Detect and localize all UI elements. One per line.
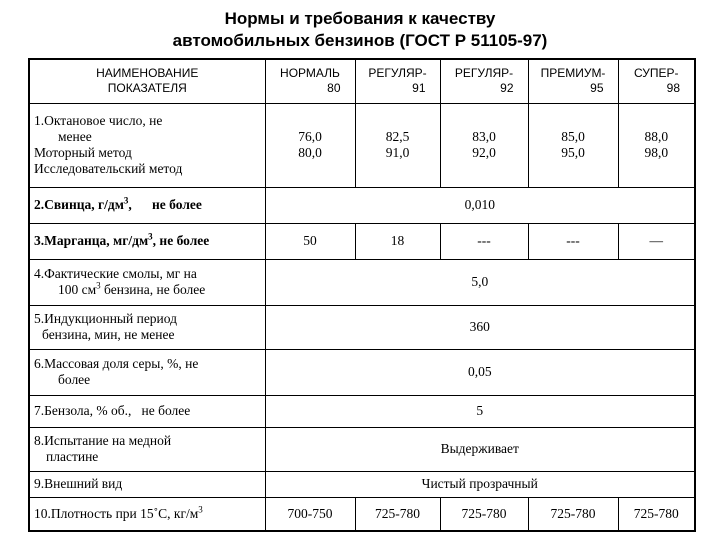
header-col-number: 92 <box>500 81 514 96</box>
row-name-induction: 5.Индукционный период бензина, мин, не менее <box>29 305 265 349</box>
header-col-premium-95 <box>528 59 618 103</box>
cell-octane-80: 76,0 80,0 <box>265 103 355 187</box>
row-name-octane <box>29 103 265 187</box>
table-row-octane <box>29 103 695 187</box>
cell-copper-value: Выдерживает <box>265 427 695 471</box>
header-col-super-98 <box>618 59 695 103</box>
cell-appearance-value: Чистый прозрачный <box>265 471 695 497</box>
cell-density-80: 700-750 <box>265 497 355 531</box>
cell-density-91: 725-780 <box>355 497 440 531</box>
table-row-copper <box>29 427 695 471</box>
table-row-induction <box>29 305 695 349</box>
row-name-copper: 8.Испытание на медной пластине <box>29 427 265 471</box>
page-title <box>0 8 720 52</box>
cell-manganese-98: — <box>618 223 695 259</box>
cell-octane-91: 82,5 91,0 <box>355 103 440 187</box>
row-name-benzene: 7.Бензола, % об., не более <box>29 395 265 427</box>
header-col-number: 98 <box>666 81 680 96</box>
cell-manganese-92: --- <box>440 223 528 259</box>
table-row-manganese <box>29 223 695 259</box>
header-col-regular-92 <box>440 59 528 103</box>
cell-resins-value: 5,0 <box>265 259 695 305</box>
header-name <box>29 59 265 103</box>
header-col-label: ПРЕМИУМ- <box>540 66 606 81</box>
row-name-line: Моторный метод <box>34 145 132 160</box>
row-name-line: 1.Октановое число, не <box>34 113 163 128</box>
header-row <box>29 59 695 103</box>
cell-octane-95: 85,0 95,0 <box>528 103 618 187</box>
header-col-number: 91 <box>412 81 426 96</box>
cell-lead-value: 0,010 <box>265 187 695 223</box>
header-name-line-1: НАИМЕНОВАНИЕ <box>96 66 199 81</box>
row-name-sulfur: 6.Массовая доля серы, %, не более <box>29 349 265 395</box>
cell-density-98: 725-780 <box>618 497 695 531</box>
row-name-appearance: 9.Внешний вид <box>29 471 265 497</box>
row-name-manganese: 3.Марганца, $мг/дм^3$, не более <box>29 223 265 259</box>
header-col-label: НОРМАЛЬ <box>280 66 340 81</box>
cell-density-95: 725-780 <box>528 497 618 531</box>
header-col-label: РЕГУЛЯР- <box>454 66 514 81</box>
table-row-benzene <box>29 395 695 427</box>
title-line-1: Нормы и требования к качеству <box>224 9 496 28</box>
cell-manganese-91: 18 <box>355 223 440 259</box>
header-col-regular-91 <box>355 59 440 103</box>
row-name-density: 10.Плотность при 15˚С, $кг/м^3$ <box>29 497 265 531</box>
header-col-normal-80 <box>265 59 355 103</box>
quality-norms-table <box>28 58 696 532</box>
row-name-line: менее <box>58 129 92 144</box>
table-row-appearance <box>29 471 695 497</box>
cell-octane-92: 83,0 92,0 <box>440 103 528 187</box>
cell-benzene-value: 5 <box>265 395 695 427</box>
row-name-lead: 2.Свинца, $г/дм^3$, не более <box>29 187 265 223</box>
header-col-label: РЕГУЛЯР- <box>368 66 427 81</box>
cell-density-92: 725-780 <box>440 497 528 531</box>
table-row-lead <box>29 187 695 223</box>
header-col-number: 95 <box>590 81 604 96</box>
table-row-density <box>29 497 695 531</box>
row-name-line: Исследовательский метод <box>34 161 183 176</box>
row-name-resins: 4.Фактические смолы, мг на 100 $см^3$ бензина, не более <box>29 259 265 305</box>
cell-octane-98: 88,0 98,0 <box>618 103 695 187</box>
header-col-number: 80 <box>327 81 341 96</box>
cell-induction-value: 360 <box>265 305 695 349</box>
header-name-line-2: ПОКАЗАТЕЛЯ <box>107 81 187 96</box>
cell-manganese-80: 50 <box>265 223 355 259</box>
title-line-2: автомобильных бензинов (ГОСТ Р 51105-97) <box>172 31 548 50</box>
table-row-resins <box>29 259 695 305</box>
cell-manganese-95: --- <box>528 223 618 259</box>
header-col-label: СУПЕР- <box>633 66 679 81</box>
cell-sulfur-value: 0,05 <box>265 349 695 395</box>
table-row-sulfur <box>29 349 695 395</box>
